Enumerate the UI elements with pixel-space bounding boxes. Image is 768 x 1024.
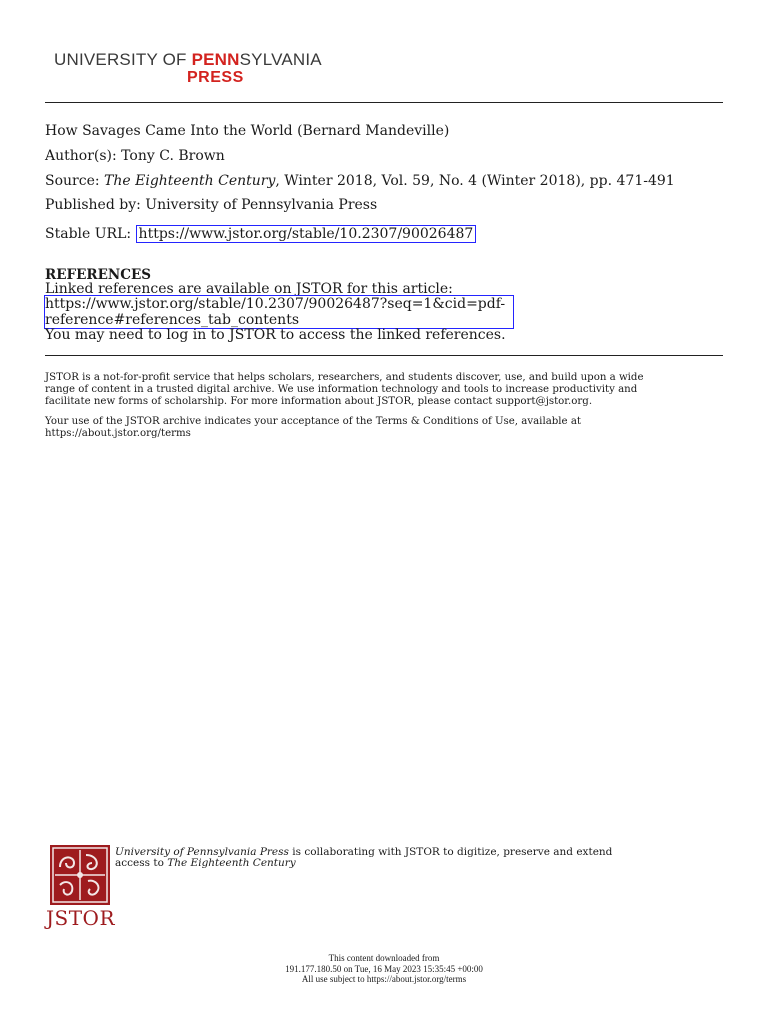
footer-line3: All use subject to https://about.jstor.org/terms [301, 974, 467, 984]
references-intro: Linked references are available on JSTOR for this article: [45, 281, 453, 297]
logo-press: PRESS [187, 69, 244, 86]
references-divider [45, 355, 723, 356]
collab-journal: The Eighteenth Century [167, 857, 296, 869]
logo-part2: PENN [191, 50, 240, 69]
authors-line [45, 148, 225, 164]
logo-part3: SYLVANIA [239, 50, 322, 69]
footer-line2: 191.177.180.50 on Tue, 16 May 2023 15:35:45 +00:00 [285, 963, 483, 974]
terms-line: Your use of the JSTOR archive indicates your acceptance of the Terms & Conditions of Use, available at [45, 416, 581, 427]
stable-url-line [45, 226, 476, 242]
terms-link[interactable]: https://about.jstor.org/terms [45, 428, 191, 439]
jstor-ornament-icon [50, 845, 110, 905]
published-label: Published by: [45, 197, 141, 213]
logo-part1: UNIVERSITY OF [54, 50, 192, 69]
references-note: You may need to log in to JSTOR to access the linked references. [45, 327, 506, 343]
disclaimer-line: facilitate new forms of scholarship. For more information about JSTOR, please contact support@jstor.org. [45, 396, 593, 407]
publisher-value: University of Pennsylvania Press [145, 197, 378, 213]
authors-value: Tony C. Brown [121, 148, 225, 164]
references-link-line2[interactable]: reference#references_tab_contents [45, 312, 300, 328]
publisher-line [45, 197, 377, 213]
jstor-wordmark: JSTOR [46, 906, 116, 930]
collab-publisher: University of Pennsylvania Press [115, 846, 289, 858]
download-footer [0, 953, 768, 985]
disclaimer-line: JSTOR is a not-for-profit service that helps scholars, researchers, and students discover, use, and build upon a wide [45, 372, 644, 383]
collab-line2 [115, 857, 296, 869]
stable-url-link[interactable] [136, 225, 477, 243]
footer-line1: This content downloaded from [328, 953, 440, 963]
source-label: Source: [45, 173, 100, 189]
source-journal: The Eighteenth Century [104, 173, 276, 189]
source-details: , Winter 2018, Vol. 59, No. 4 (Winter 2018), pp. 471-491 [275, 173, 675, 189]
collab-text1: is collaborating with JSTOR to digitize, preserve and extend [288, 846, 613, 858]
jstor-disclaimer [45, 372, 643, 408]
logo-wordmark [54, 50, 322, 70]
header-divider [45, 102, 723, 103]
publisher-logo [54, 50, 334, 92]
authors-label: Author(s): [45, 148, 117, 164]
references-link-line1[interactable]: https://www.jstor.org/stable/10.2307/90026487?seq=1&cid=pdf- [45, 296, 506, 312]
article-title: How Savages Came Into the World (Bernard Mandeville) [45, 123, 450, 139]
jstor-logo-mark [50, 845, 110, 905]
terms-notice [45, 416, 581, 440]
disclaimer-line: range of content in a trusted digital archive. We use information technology and tools to increase productivity and [45, 384, 638, 395]
stable-url-text[interactable]: https://www.jstor.org/stable/10.2307/90026487 [138, 226, 474, 242]
references-heading: REFERENCES [45, 267, 152, 283]
stable-url-label: Stable URL: [45, 226, 132, 242]
source-line [45, 173, 675, 189]
collab-text2: access to [115, 857, 168, 869]
